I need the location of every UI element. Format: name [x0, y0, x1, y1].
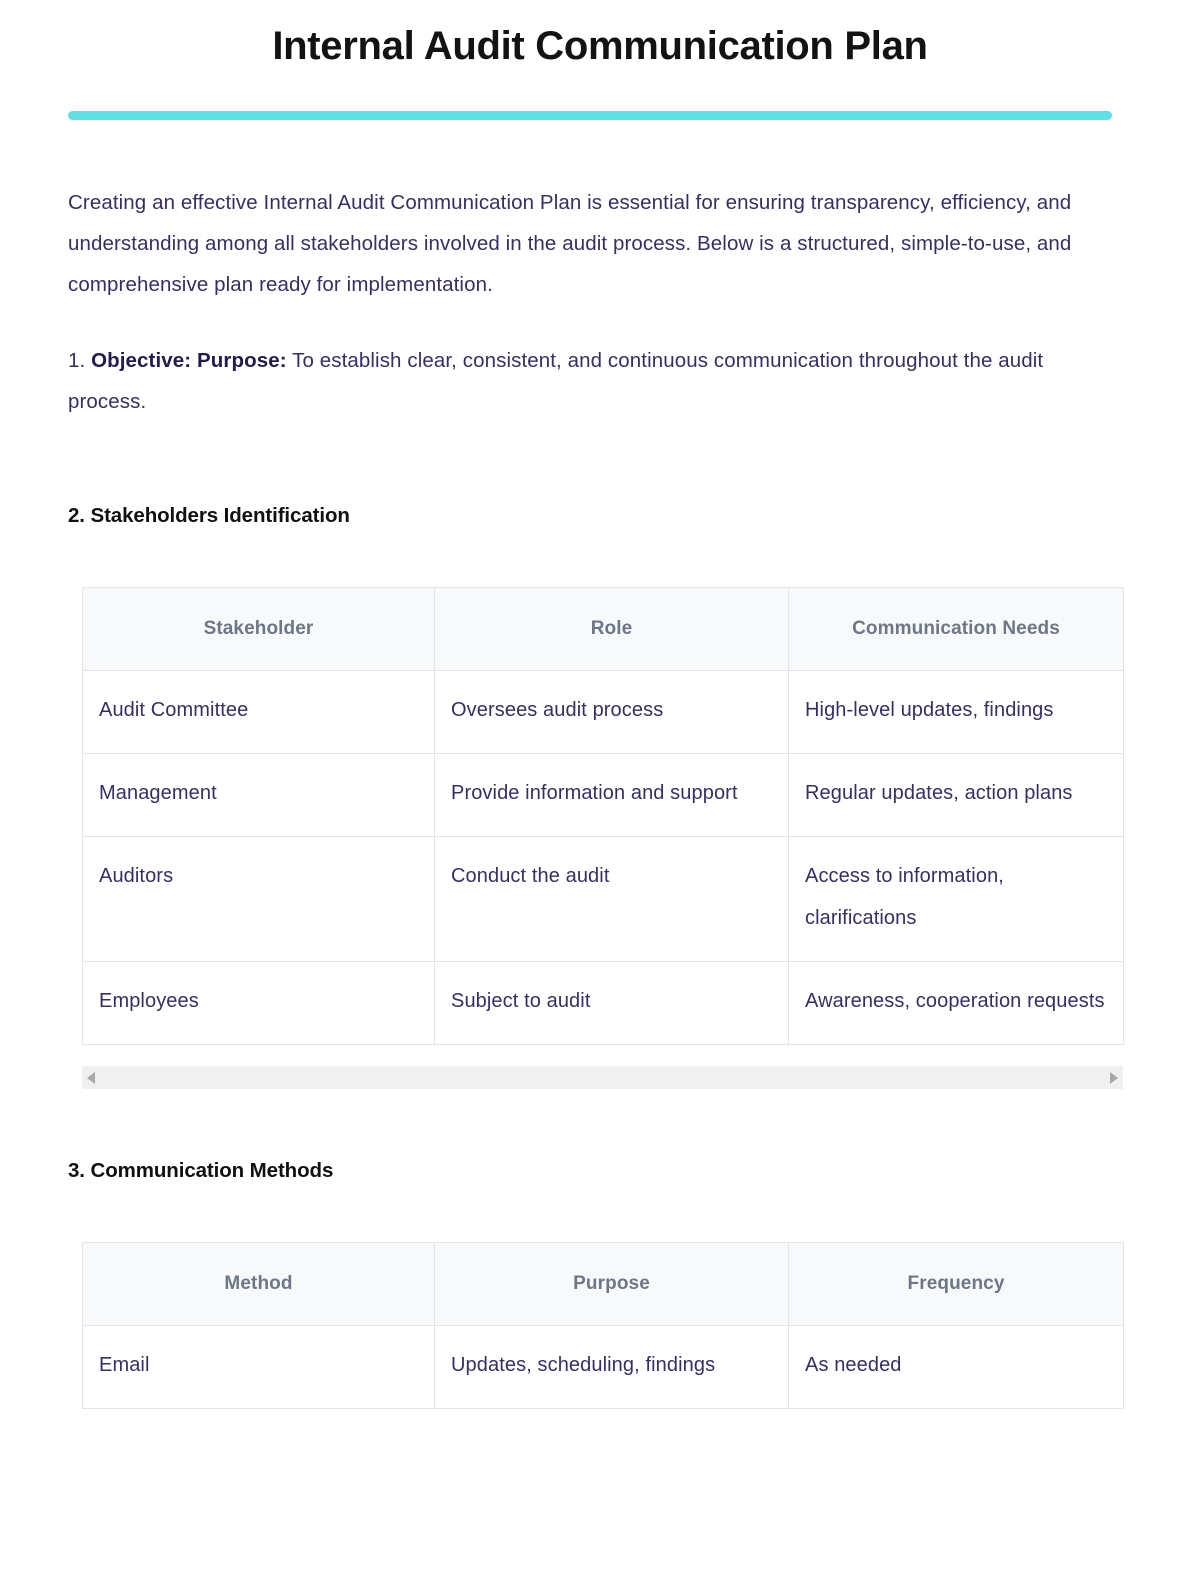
- cell-role: Oversees audit process: [435, 671, 789, 754]
- stakeholders-table-scroll-area[interactable]: [82, 587, 1123, 1045]
- cell-communication-needs: Awareness, cooperation requests: [789, 962, 1124, 1045]
- title-divider-wrapper: [0, 74, 1200, 120]
- column-header-role: Role: [435, 588, 789, 671]
- cell-communication-needs: High-level updates, findings: [789, 671, 1124, 754]
- stakeholders-table-block: [68, 530, 1132, 1089]
- cell-communication-needs: Access to information, clarifications: [789, 837, 1124, 962]
- column-header-communication-needs: Communication Needs: [789, 588, 1124, 671]
- stakeholders-table-head: [83, 588, 1124, 671]
- intro-paragraph: Creating an effective Internal Audit Communication Plan is essential for ensuring transparency, efficiency, and understanding among all stakeholders involved in the audit process. Below is a structured, simple-to-use, and comprehensive plan ready for implementation.: [68, 191, 1072, 296]
- scroll-right-icon[interactable]: [1110, 1072, 1118, 1084]
- table-row: [83, 671, 1124, 754]
- cell-frequency: As needed: [789, 1326, 1124, 1409]
- table-row: [83, 962, 1124, 1045]
- communication-methods-table-block: [68, 1185, 1132, 1409]
- stakeholders-table: [82, 587, 1124, 1045]
- cell-role: Conduct the audit: [435, 837, 789, 962]
- column-header-stakeholder: Stakeholder: [83, 588, 435, 671]
- objective-number: 1.: [68, 349, 86, 372]
- cell-stakeholder: Auditors: [83, 837, 435, 962]
- scroll-left-icon[interactable]: [87, 1072, 95, 1084]
- column-header-frequency: Frequency: [789, 1243, 1124, 1326]
- cell-stakeholder: Management: [83, 754, 435, 837]
- communication-methods-table-body: [83, 1326, 1124, 1409]
- table-row: [83, 754, 1124, 837]
- table-row: [83, 837, 1124, 962]
- communication-methods-table-head: [83, 1243, 1124, 1326]
- stakeholders-table-body: [83, 671, 1124, 1045]
- table-row: [83, 1326, 1124, 1409]
- cell-stakeholder: Employees: [83, 962, 435, 1045]
- communication-methods-table: [82, 1242, 1124, 1409]
- table-header-row: [83, 588, 1124, 671]
- cell-purpose: Updates, scheduling, findings: [435, 1326, 789, 1409]
- page-title: Internal Audit Communication Plan: [272, 24, 928, 68]
- objective-text: To establish clear, consistent, and continuous communication throughout the audit process.: [68, 349, 1044, 413]
- section-heading-stakeholders: 2. Stakeholders Identification: [68, 504, 350, 527]
- accent-divider: [68, 111, 1112, 120]
- cell-communication-needs: Regular updates, action plans: [789, 754, 1124, 837]
- cell-method: Email: [83, 1326, 435, 1409]
- stakeholders-table-horizontal-scrollbar[interactable]: [82, 1066, 1123, 1089]
- table-header-row: [83, 1243, 1124, 1326]
- document-content: [0, 120, 1200, 1409]
- cell-role: Subject to audit: [435, 962, 789, 1045]
- cell-role: Provide information and support: [435, 754, 789, 837]
- column-header-method: Method: [83, 1243, 435, 1326]
- communication-methods-table-scroll-area[interactable]: [82, 1242, 1123, 1409]
- column-header-purpose: Purpose: [435, 1243, 789, 1326]
- section-heading-communication-methods: 3. Communication Methods: [68, 1159, 334, 1182]
- objective-paragraph: [68, 305, 1068, 422]
- objective-label: Objective: Purpose:: [91, 349, 287, 372]
- cell-stakeholder: Audit Committee: [83, 671, 435, 754]
